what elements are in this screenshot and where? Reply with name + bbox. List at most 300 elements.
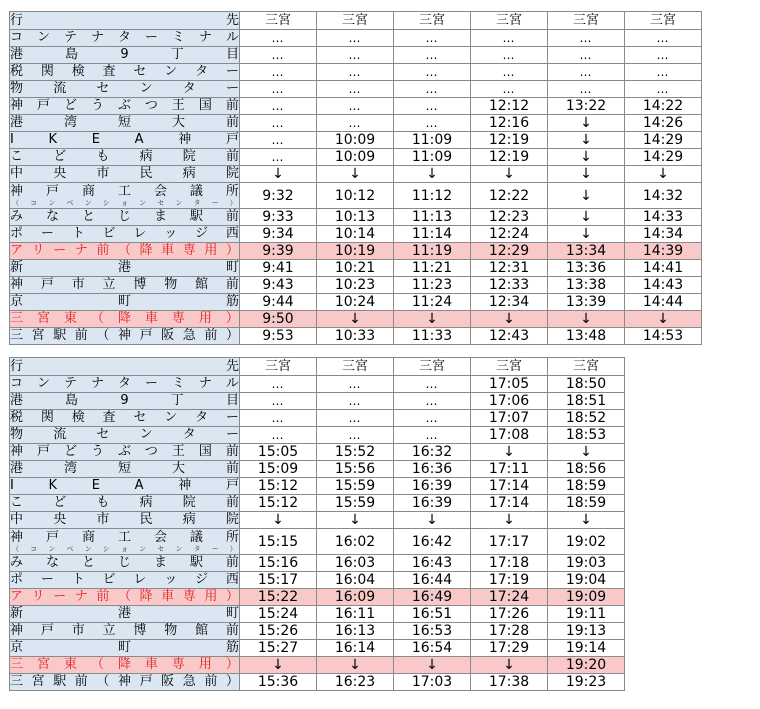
departure-time: 16:53 [394, 623, 471, 640]
departure-time: 18:50 [548, 376, 625, 393]
pass-through-arrow: ↓ [240, 512, 317, 529]
stop-name: コ ン テ ナ タ ー ミ ナ ル [10, 376, 239, 391]
stop-name-cell [10, 623, 240, 640]
no-service-mark: … [240, 81, 317, 98]
stop-name-cell [10, 277, 240, 294]
departure-time: 14:29 [625, 149, 702, 166]
stop-name: 神 戸 商 工 会 議 所 [10, 183, 239, 199]
departure-time: 9:32 [240, 183, 317, 209]
departure-time: 10:33 [317, 328, 394, 345]
departure-time: 10:21 [317, 260, 394, 277]
departure-time: 19:20 [548, 657, 625, 674]
stop-name-cell [10, 311, 240, 328]
departure-time: 10:24 [317, 294, 394, 311]
departure-time: 16:39 [394, 495, 471, 512]
stop-name: 三 宮 駅 前 （ 神 戸 阪 急 前 ） [10, 328, 239, 343]
table-row [10, 260, 702, 277]
destination-header: 三宮 [471, 12, 548, 30]
departure-time: 18:59 [548, 478, 625, 495]
departure-time: 19:03 [548, 555, 625, 572]
departure-time: 14:41 [625, 260, 702, 277]
destination-header: 三宮 [317, 12, 394, 30]
destination-header: 三宮 [240, 358, 317, 376]
stop-name-cell [10, 64, 240, 81]
stop-name-cell [10, 572, 240, 589]
no-service-mark: … [394, 376, 471, 393]
no-service-mark: … [394, 64, 471, 81]
departure-time: 15:15 [240, 529, 317, 555]
stop-name: 港 島 9 丁 目 [10, 393, 239, 408]
pass-through-arrow: ↓ [317, 311, 394, 328]
no-service-mark: … [625, 47, 702, 64]
pass-through-arrow: ↓ [548, 149, 625, 166]
destination-header: 三宮 [394, 358, 471, 376]
table-row [10, 294, 702, 311]
pass-through-arrow: ↓ [394, 166, 471, 183]
departure-time: 15:59 [317, 495, 394, 512]
departure-time: 9:33 [240, 209, 317, 226]
pass-through-arrow: ↓ [625, 311, 702, 328]
departure-time: 16:44 [394, 572, 471, 589]
departure-time: 16:13 [317, 623, 394, 640]
stop-name: 三 宮 東 （ 降 車 専 用 ） [10, 311, 239, 326]
departure-time: 10:23 [317, 277, 394, 294]
stop-name: 神 戸 市 立 博 物 館 前 [10, 623, 239, 638]
stop-name: コ ン テ ナ タ ー ミ ナ ル [10, 30, 239, 45]
stop-name: 京 町 筋 [10, 294, 239, 309]
no-service-mark: … [394, 98, 471, 115]
no-service-mark: … [548, 81, 625, 98]
stop-name: 物 流 セ ン タ ー [10, 81, 239, 96]
table-row [10, 277, 702, 294]
departure-time: 14:26 [625, 115, 702, 132]
departure-time: 16:03 [317, 555, 394, 572]
stop-name-cell [10, 166, 240, 183]
departure-time: 9:53 [240, 328, 317, 345]
departure-time: 17:06 [471, 393, 548, 410]
table-row [10, 674, 625, 691]
destination-header: 三宮 [548, 358, 625, 376]
departure-time: 18:53 [548, 427, 625, 444]
header-row [10, 12, 702, 30]
pass-through-arrow: ↓ [548, 444, 625, 461]
table-row [10, 427, 625, 444]
departure-time: 17:19 [471, 572, 548, 589]
table-row [10, 183, 702, 209]
no-service-mark: … [548, 47, 625, 64]
no-service-mark: … [317, 410, 394, 427]
stop-name: ア リ ー ナ 前 （ 降 車 専 用 ） [10, 589, 239, 604]
departure-time: 12:22 [471, 183, 548, 209]
no-service-mark: … [625, 81, 702, 98]
stop-subname: （ コ ン ベ ン シ ョ ン セ ン タ ー ） [12, 198, 237, 207]
pass-through-arrow: ↓ [548, 311, 625, 328]
departure-time: 16:54 [394, 640, 471, 657]
pass-through-arrow: ↓ [240, 166, 317, 183]
stop-name: 港 湾 短 大 前 [10, 115, 239, 130]
stop-name-cell [10, 115, 240, 132]
stop-name-cell [10, 328, 240, 345]
table-row [10, 478, 625, 495]
stop-name-cell [10, 555, 240, 572]
no-service-mark: … [394, 410, 471, 427]
no-service-mark: … [625, 30, 702, 47]
stop-name-cell [10, 444, 240, 461]
no-service-mark: … [317, 30, 394, 47]
pass-through-arrow: ↓ [548, 183, 625, 209]
departure-time: 16:11 [317, 606, 394, 623]
table-row [10, 589, 625, 606]
pass-through-arrow: ↓ [471, 512, 548, 529]
stop-name: I K E A 神 戸 [10, 132, 239, 147]
departure-time: 17:11 [471, 461, 548, 478]
stop-name: 中 央 市 民 病 院 [10, 166, 239, 181]
table-row [10, 64, 702, 81]
pass-through-arrow: ↓ [240, 657, 317, 674]
no-service-mark: … [317, 81, 394, 98]
no-service-mark: … [240, 47, 317, 64]
table-row [10, 529, 625, 555]
table-row [10, 623, 625, 640]
stop-name-cell [10, 495, 240, 512]
departure-time: 11:24 [394, 294, 471, 311]
departure-time: 16:39 [394, 478, 471, 495]
departure-time: 18:56 [548, 461, 625, 478]
departure-time: 16:04 [317, 572, 394, 589]
no-service-mark: … [317, 115, 394, 132]
table-row [10, 30, 702, 47]
departure-time: 17:17 [471, 529, 548, 555]
departure-time: 12:19 [471, 132, 548, 149]
destination-header: 三宮 [548, 12, 625, 30]
pass-through-arrow: ↓ [317, 657, 394, 674]
pass-through-arrow: ↓ [548, 166, 625, 183]
departure-time: 11:33 [394, 328, 471, 345]
no-service-mark: … [394, 30, 471, 47]
destination-header: 三宮 [317, 358, 394, 376]
table-row [10, 606, 625, 623]
pass-through-arrow: ↓ [394, 311, 471, 328]
no-service-mark: … [317, 98, 394, 115]
departure-time: 12:31 [471, 260, 548, 277]
table-row [10, 47, 702, 64]
departure-time: 14:43 [625, 277, 702, 294]
pass-through-arrow: ↓ [548, 226, 625, 243]
departure-time: 19:04 [548, 572, 625, 589]
table-row [10, 461, 625, 478]
stop-name: 新 港 町 [10, 260, 239, 275]
no-service-mark: … [240, 376, 317, 393]
departure-time: 14:34 [625, 226, 702, 243]
table-row [10, 149, 702, 166]
pass-through-arrow: ↓ [548, 115, 625, 132]
table-row [10, 640, 625, 657]
departure-time: 17:07 [471, 410, 548, 427]
no-service-mark: … [394, 393, 471, 410]
departure-time: 19:13 [548, 623, 625, 640]
departure-time: 11:09 [394, 132, 471, 149]
departure-time: 18:59 [548, 495, 625, 512]
table-row [10, 572, 625, 589]
departure-time: 12:33 [471, 277, 548, 294]
stop-name-cell [10, 47, 240, 64]
stop-name-cell [10, 243, 240, 260]
stop-name: 三 宮 東 （ 降 車 専 用 ） [10, 657, 239, 672]
no-service-mark: … [240, 132, 317, 149]
stop-name: 京 町 筋 [10, 640, 239, 655]
departure-time: 11:09 [394, 149, 471, 166]
destination-header: 三宮 [394, 12, 471, 30]
destination-header: 三宮 [625, 12, 702, 30]
departure-time: 11:21 [394, 260, 471, 277]
stop-name-cell [10, 149, 240, 166]
departure-time: 16:32 [394, 444, 471, 461]
table-row [10, 393, 625, 410]
departure-time: 15:56 [317, 461, 394, 478]
departure-time: 19:11 [548, 606, 625, 623]
departure-time: 16:09 [317, 589, 394, 606]
table-row [10, 243, 702, 260]
stop-name: ポ ー ト ビ レ ッ ジ 西 [10, 226, 239, 241]
table-row [10, 444, 625, 461]
stop-name-cell [10, 606, 240, 623]
departure-time: 17:05 [471, 376, 548, 393]
departure-time: 17:14 [471, 495, 548, 512]
table-row [10, 81, 702, 98]
stop-name: 神 戸 ど う ぶ つ 王 国 前 [10, 98, 239, 113]
table-row [10, 376, 625, 393]
timetable-1 [9, 11, 702, 345]
departure-time: 17:24 [471, 589, 548, 606]
table-row [10, 115, 702, 132]
departure-time: 16:51 [394, 606, 471, 623]
stop-name-cell [10, 376, 240, 393]
pass-through-arrow: ↓ [548, 132, 625, 149]
departure-time: 9:43 [240, 277, 317, 294]
table-row [10, 410, 625, 427]
stop-name-cell [10, 226, 240, 243]
no-service-mark: … [394, 47, 471, 64]
pass-through-arrow: ↓ [317, 512, 394, 529]
no-service-mark: … [471, 64, 548, 81]
stop-name: み な と じ ま 駅 前 [10, 555, 239, 570]
departure-time: 17:28 [471, 623, 548, 640]
table-row [10, 132, 702, 149]
departure-time: 16:43 [394, 555, 471, 572]
departure-time: 13:39 [548, 294, 625, 311]
no-service-mark: … [317, 47, 394, 64]
departure-time: 12:12 [471, 98, 548, 115]
stop-name-cell [10, 674, 240, 691]
no-service-mark: … [240, 64, 317, 81]
no-service-mark: … [240, 393, 317, 410]
no-service-mark: … [240, 410, 317, 427]
stop-name-cell [10, 657, 240, 674]
stop-name-cell [10, 410, 240, 427]
departure-time: 9:34 [240, 226, 317, 243]
departure-time: 13:36 [548, 260, 625, 277]
stop-name-cell [10, 427, 240, 444]
stop-name: み な と じ ま 駅 前 [10, 209, 239, 224]
header-row [10, 358, 625, 376]
pass-through-arrow: ↓ [471, 311, 548, 328]
departure-time: 17:03 [394, 674, 471, 691]
departure-time: 15:12 [240, 478, 317, 495]
pass-through-arrow: ↓ [317, 166, 394, 183]
departure-time: 12:34 [471, 294, 548, 311]
table-row [10, 226, 702, 243]
stop-name: 港 湾 短 大 前 [10, 461, 239, 476]
no-service-mark: … [317, 64, 394, 81]
departure-time: 15:22 [240, 589, 317, 606]
departure-time: 9:39 [240, 243, 317, 260]
timetable-2 [9, 357, 625, 691]
stop-name: 神 戸 商 工 会 議 所 [10, 529, 239, 545]
no-service-mark: … [471, 81, 548, 98]
no-service-mark: … [394, 81, 471, 98]
stop-name-cell [10, 512, 240, 529]
departure-time: 11:13 [394, 209, 471, 226]
departure-time: 13:48 [548, 328, 625, 345]
departure-time: 13:38 [548, 277, 625, 294]
departure-time: 17:26 [471, 606, 548, 623]
departure-time: 10:14 [317, 226, 394, 243]
departure-time: 17:08 [471, 427, 548, 444]
pass-through-arrow: ↓ [471, 657, 548, 674]
pass-through-arrow: ↓ [548, 512, 625, 529]
pass-through-arrow: ↓ [548, 209, 625, 226]
departure-time: 14:29 [625, 132, 702, 149]
pass-through-arrow: ↓ [625, 166, 702, 183]
departure-time: 12:23 [471, 209, 548, 226]
stop-name: 神 戸 市 立 博 物 館 前 [10, 277, 239, 292]
no-service-mark: … [394, 427, 471, 444]
departure-time: 14:39 [625, 243, 702, 260]
stop-name: こ ど も 病 院 前 [10, 495, 239, 510]
no-service-mark: … [240, 149, 317, 166]
departure-time: 15:59 [317, 478, 394, 495]
no-service-mark: … [471, 30, 548, 47]
stop-name-cell [10, 98, 240, 115]
departure-time: 16:42 [394, 529, 471, 555]
stop-name-cell [10, 393, 240, 410]
departure-time: 16:02 [317, 529, 394, 555]
departure-time: 17:18 [471, 555, 548, 572]
departure-time: 14:33 [625, 209, 702, 226]
table-row [10, 328, 702, 345]
departure-time: 16:14 [317, 640, 394, 657]
no-service-mark: … [394, 115, 471, 132]
header-label: 行 先 [10, 358, 239, 374]
stop-name-cell [10, 260, 240, 277]
header-label: 行 先 [10, 12, 239, 28]
departure-time: 13:22 [548, 98, 625, 115]
departure-time: 13:34 [548, 243, 625, 260]
stop-name: 三 宮 駅 前 （ 神 戸 阪 急 前 ） [10, 674, 239, 689]
no-service-mark: … [317, 393, 394, 410]
departure-time: 11:12 [394, 183, 471, 209]
no-service-mark: … [240, 115, 317, 132]
stop-name-cell [10, 132, 240, 149]
departure-time: 12:16 [471, 115, 548, 132]
stop-subname: （ コ ン ベ ン シ ョ ン セ ン タ ー ） [12, 544, 237, 553]
no-service-mark: … [548, 64, 625, 81]
table-row [10, 98, 702, 115]
departure-time: 16:23 [317, 674, 394, 691]
destination-header: 三宮 [471, 358, 548, 376]
stop-name: 新 港 町 [10, 606, 239, 621]
departure-time: 16:36 [394, 461, 471, 478]
departure-time: 9:50 [240, 311, 317, 328]
departure-time: 12:24 [471, 226, 548, 243]
stop-name-cell [10, 81, 240, 98]
departure-time: 15:26 [240, 623, 317, 640]
stop-name: ポ ー ト ビ レ ッ ジ 西 [10, 572, 239, 587]
no-service-mark: … [471, 47, 548, 64]
table-row [10, 657, 625, 674]
departure-time: 10:09 [317, 149, 394, 166]
departure-time: 11:14 [394, 226, 471, 243]
table-row [10, 209, 702, 226]
departure-time: 19:23 [548, 674, 625, 691]
departure-time: 14:53 [625, 328, 702, 345]
table-row [10, 512, 625, 529]
departure-time: 15:52 [317, 444, 394, 461]
departure-time: 14:22 [625, 98, 702, 115]
departure-time: 11:19 [394, 243, 471, 260]
pass-through-arrow: ↓ [471, 444, 548, 461]
stop-name: 税 関 検 査 セ ン タ ー [10, 64, 239, 79]
stop-name-cell [10, 294, 240, 311]
departure-time: 11:23 [394, 277, 471, 294]
table-row [10, 555, 625, 572]
departure-time: 17:38 [471, 674, 548, 691]
stop-name: ア リ ー ナ 前 （ 降 車 専 用 ） [10, 243, 239, 258]
departure-time: 15:05 [240, 444, 317, 461]
departure-time: 15:09 [240, 461, 317, 478]
no-service-mark: … [548, 30, 625, 47]
stop-name-cell [10, 640, 240, 657]
stop-name-cell [10, 209, 240, 226]
no-service-mark: … [240, 427, 317, 444]
no-service-mark: … [625, 64, 702, 81]
stop-name: 物 流 セ ン タ ー [10, 427, 239, 442]
departure-time: 19:14 [548, 640, 625, 657]
departure-time: 18:51 [548, 393, 625, 410]
destination-header: 三宮 [240, 12, 317, 30]
departure-time: 16:49 [394, 589, 471, 606]
stop-name: 中 央 市 民 病 院 [10, 512, 239, 527]
departure-time: 15:17 [240, 572, 317, 589]
stop-name-cell [10, 461, 240, 478]
stop-name: 税 関 検 査 セ ン タ ー [10, 410, 239, 425]
departure-time: 12:29 [471, 243, 548, 260]
stop-name-cell [10, 183, 240, 209]
stop-name-cell [10, 529, 240, 555]
departure-time: 19:02 [548, 529, 625, 555]
departure-time: 12:43 [471, 328, 548, 345]
departure-time: 12:19 [471, 149, 548, 166]
departure-time: 18:52 [548, 410, 625, 427]
pass-through-arrow: ↓ [394, 512, 471, 529]
stop-name: こ ど も 病 院 前 [10, 149, 239, 164]
stop-name: 港 島 9 丁 目 [10, 47, 239, 62]
no-service-mark: … [317, 376, 394, 393]
departure-time: 15:27 [240, 640, 317, 657]
departure-time: 9:44 [240, 294, 317, 311]
stop-name-cell [10, 589, 240, 606]
table-row [10, 311, 702, 328]
